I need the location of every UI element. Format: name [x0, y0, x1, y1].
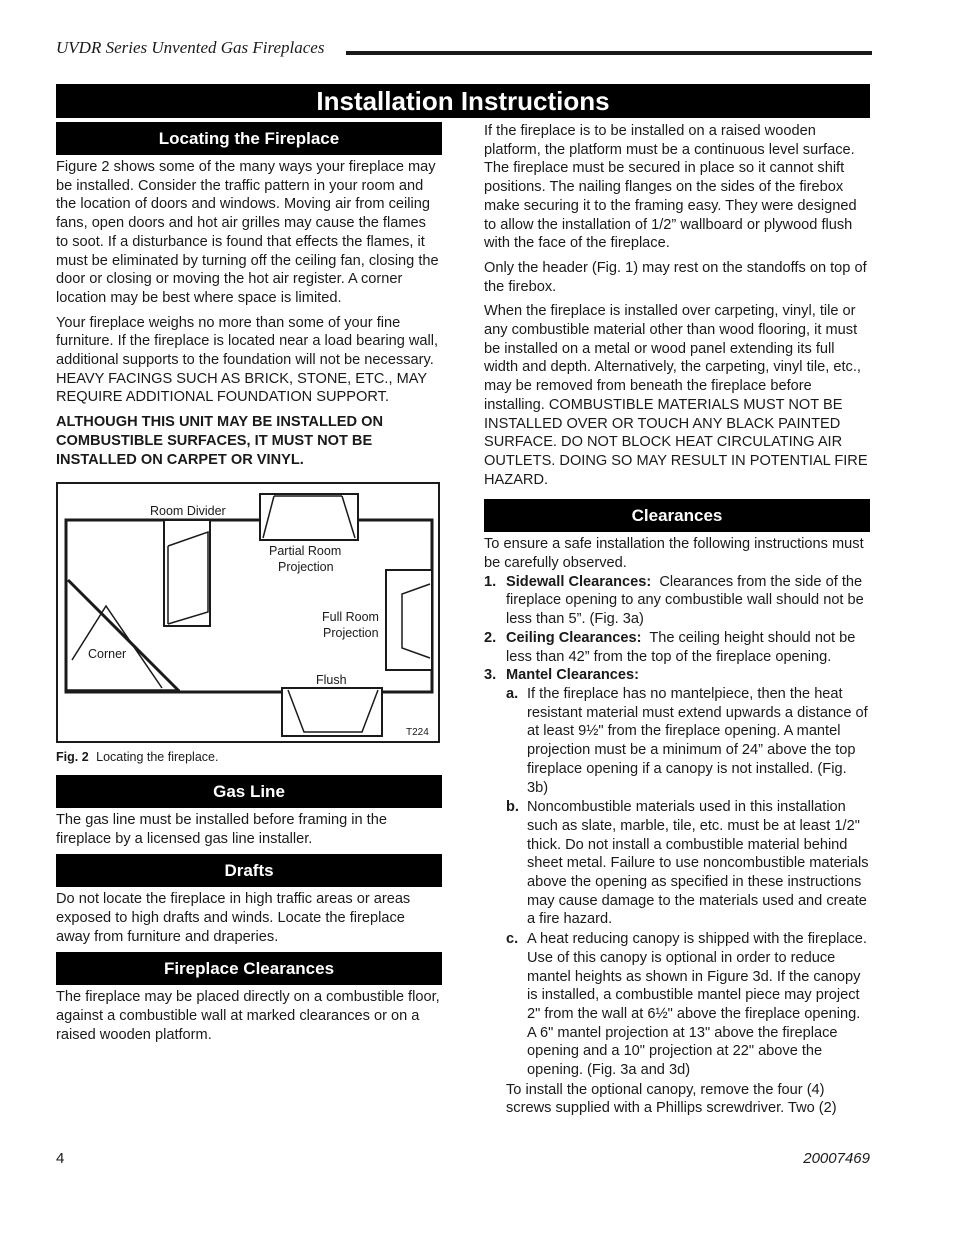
label-full-room: Full Room [322, 610, 379, 625]
left-column [56, 122, 442, 1051]
page-number: 4 [56, 1150, 65, 1167]
paragraph: If the fireplace is to be installed on a raised wooden platform, the platform must be a continuous level surface. The fireplace must be secured in place so it cannot shift positions. The nailing flanges on the sides of the firebox make securing it to the framing easy. They were designed to allow the installation of 1/2” wallboard or plywood flush with the face of the fireplace. [484, 123, 857, 252]
label-full-projection: Projection [323, 626, 379, 641]
figure-code: T224 [406, 727, 429, 739]
list-item: c. A heat reducing canopy is shipped with the fireplace. Use of this canopy is optional in order to reduce mantel heights as shown in Figure 3d. If the canopy is installed, a combustible mantel piece may project 2" from the wall at 6½" above the fireplace opening. A 6" mantel projection at 13" above the fireplace opening and a 10" projection at 22" above the opening. (Fig. 3a and 3d) [506, 931, 867, 1079]
paragraph: Figure 2 shows some of the many ways your fireplace may be installed. Consider the traffic pattern in your room and the location of doors and windows. Moving air from ceiling fans, open doors and hot air grilles may cause the flames to soot. If a disturbance is found that effects the flames, it must be eliminated by turning off the ceiling fan, closing the door or closing or moving the hot air register. A corner location may be best where space is limited. [56, 159, 439, 306]
label-partial-projection: Projection [278, 560, 334, 575]
running-title: UVDR Series Unvented Gas Fireplaces [56, 38, 330, 58]
room-diagram [58, 484, 438, 741]
paragraph: Only the header (Fig. 1) may rest on the standoffs on top of the firebox. [484, 259, 867, 295]
figure-locating-diagram [56, 482, 440, 743]
label-flush: Flush [316, 673, 347, 688]
section-heading-locating: Locating the Fireplace [56, 122, 442, 155]
list-item: 3. Mantel Clearances: a. If the fireplace has no mantelpiece, then the heat resistant material must extend upwards a distance of at least 9½" from the fireplace opening. A mantel projection must be a minimum of 24” above the top fireplace opening if a canopy is not installed. (Fig. 3b) b. Noncombustible materials used in this installation such as slate, marble, tile, etc. must be at least 1/2" thick. Do not install a combustible material behind sheet metal. Failure to use noncombustible materials above the opening as specified in these instructions may cause damage to the materials used and create a fire hazard. c. A heat reducing canopy is shipped with the fireplace. Use of this canopy is optional in order to reduce mantel heights as shown in Figure 3d. If the canopy is installed, a combustible mantel piece may project 2" from the wall at 6½" above the fireplace opening. A 6" mantel projection at 13" above the fireplace opening and a 10" projection at 22" above the opening. (Fig. 3a and 3d) [484, 667, 869, 1079]
section-heading-clearances: Clearances [484, 499, 870, 532]
paragraph: The gas line must be installed before framing in the fireplace by a licensed gas line installer. [56, 811, 387, 847]
section-heading-drafts: Drafts [56, 854, 442, 887]
list-item: b. Noncombustible materials used in this installation such as slate, marble, tile, etc. must be at least 1/2" thick. Do not install a combustible material behind sheet metal. Failure to use noncombustible materials above the opening as specified in these instructions may cause damage to the materials used and create a fire hazard. [506, 799, 869, 928]
paragraph: To install the optional canopy, remove the four (4) screws supplied with a Phillips screwdriver. Two (2) [506, 1081, 837, 1117]
figure-caption [56, 748, 442, 767]
paragraph: When the fireplace is installed over carpeting, vinyl, tile or any combustible material other than wood flooring, it must be installed on a metal or wood panel extending its full width and depth. Alternatively, the carpeting, vinyl tile, etc., may be removed from beneath the fireplace before installing. COMBUSTIBLE MATERIALS MUST NOT BE INSTALLED OVER OR TOUCH ANY BLACK PAINTED SURFACE. DO NOT BLOCK HEAT CIRCULATING AIR OUTLETS. DOING SO MAY RESULT IN POTENTIAL FIRE HAZARD. [484, 303, 868, 488]
section-heading-fireplace-clearances: Fireplace Clearances [56, 952, 442, 985]
right-column [484, 122, 870, 1124]
figure-caption-text: Locating the fireplace. [96, 750, 219, 765]
label-partial-room: Partial Room [269, 544, 342, 559]
label-room-divider: Room Divider [150, 504, 226, 519]
paragraph: The fireplace may be placed directly on a combustible floor, against a combustible wall at marked clearances or on a raised wooden platform. [56, 989, 440, 1043]
page-title: Installation Instructions [56, 84, 870, 118]
header-rule [346, 51, 872, 55]
list-item: a. If the fireplace has no mantelpiece, then the heat resistant material must extend upwards a distance of at least 9½" from the fireplace opening. A mantel projection must be a minimum of 24” above the top fireplace opening if a canopy is not installed. (Fig. 3b) [506, 685, 868, 796]
list-item: 2. Ceiling Clearances: The ceiling height should not be less than 42” from the top of the fireplace opening. [484, 629, 856, 665]
section-heading-gas-line: Gas Line [56, 775, 442, 808]
running-header [56, 38, 872, 62]
mantel-sublist [506, 685, 870, 1080]
paragraph: To ensure a safe installation the following instructions must be carefully observed. [484, 536, 864, 572]
label-corner: Corner [88, 647, 127, 662]
paragraph: Your fireplace weighs no more than some of your fine furniture. If the fireplace is located near a load bearing wall, additional supports to the foundation will not be necessary. HEAVY FACINGS SUCH AS BRICK, STONE, ETC., MAY REQUIRE ADDITIONAL FOUNDATION SUPPORT. [56, 314, 439, 406]
paragraph: Do not locate the fireplace in high traffic areas or areas exposed to high drafts and winds. Locate the fireplace away from furniture and draperies. [56, 891, 411, 945]
list-item: 1. Sidewall Clearances: Clearances from the side of the fireplace opening to any combustible wall should not be less than 5”. (Fig. 3a) [484, 573, 864, 628]
room-divider-unit [164, 520, 210, 626]
clearance-list [484, 573, 870, 1080]
document-number: 20007469 [803, 1150, 870, 1167]
figure-number: Fig. 2 [56, 750, 89, 765]
warning-paragraph: ALTHOUGH THIS UNIT MAY BE INSTALLED ON COMBUSTIBLE SURFACES, IT MUST NOT BE INSTALLED ON CARPET OR VINYL. [56, 414, 384, 468]
